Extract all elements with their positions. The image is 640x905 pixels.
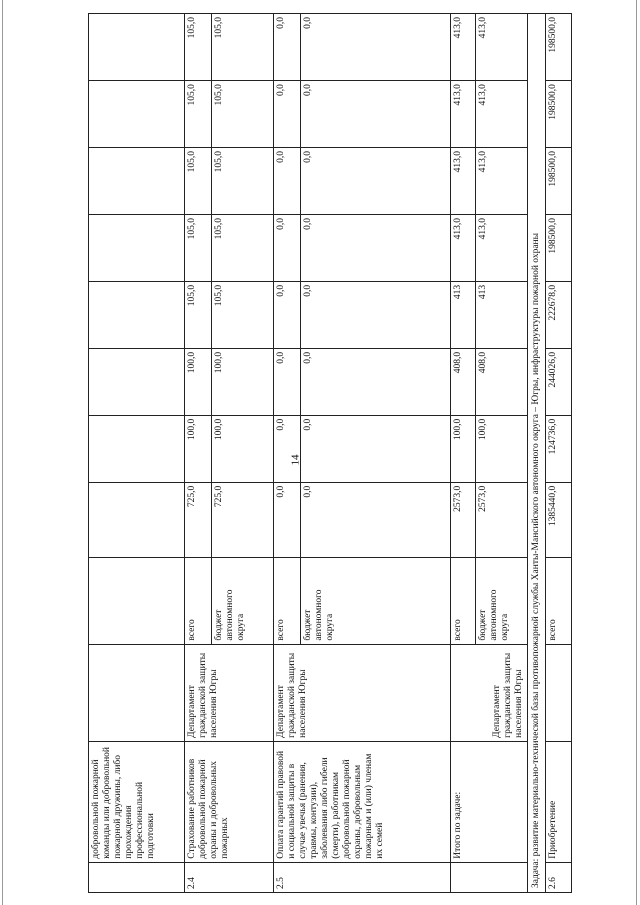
measure-name: Приобретение — [546, 741, 572, 862]
source-cell — [89, 558, 185, 644]
value-cell: 413,0 — [476, 81, 528, 148]
value-cell: 105,0 — [212, 214, 274, 281]
value-cell: 100,0 — [212, 415, 274, 482]
table-row — [89, 14, 185, 893]
value-cell: 124736,0 — [546, 415, 572, 482]
value-cell: 198500,0 — [546, 214, 572, 281]
table-row — [274, 14, 301, 893]
value-cell: 0,0 — [274, 81, 301, 148]
value-cell: 105,0 — [212, 81, 274, 148]
value-cell: 0,0 — [274, 14, 301, 81]
row-number: 2.4 — [185, 862, 274, 892]
value-cell: 222678,0 — [546, 281, 572, 348]
source-cell: бюджет автономного округа — [212, 558, 274, 644]
rotated-table-container — [88, 13, 588, 893]
task-row — [528, 14, 546, 893]
executor-cell: Департамент гражданской защиты населения Югры — [274, 644, 451, 741]
value-cell: 1385440,0 — [546, 482, 572, 558]
value-cell: 100,0 — [451, 415, 476, 482]
task-text: Задача: развитие материально-технической базы противопожарной службы Ханты-Мансийского автономного округа – Югры, инфраструктуры пожарной охраны — [528, 14, 546, 893]
value-cell: 198500,0 — [546, 148, 572, 215]
value-cell: 0,0 — [301, 214, 451, 281]
source-cell: бюджет автономного округа — [476, 558, 528, 644]
table-row — [451, 14, 476, 893]
value-cell: 0,0 — [301, 482, 451, 558]
value-cell: 100,0 — [185, 415, 212, 482]
value-cell: 0,0 — [274, 348, 301, 415]
executor-cell — [89, 644, 185, 741]
value-cell: 105,0 — [212, 148, 274, 215]
executor-cell: Департамент гражданской защиты населения Югры — [451, 644, 528, 741]
value-cell: 413,0 — [451, 148, 476, 215]
value-cell: 100,0 — [185, 348, 212, 415]
value-cell: 105,0 — [185, 81, 212, 148]
value-cell: 0,0 — [301, 14, 451, 81]
value-cell: 2573,0 — [476, 482, 528, 558]
value-cell: 198500,0 — [546, 14, 572, 81]
value-cell: 2573,0 — [451, 482, 476, 558]
value-cell: 105,0 — [185, 214, 212, 281]
value-cell: 105,0 — [185, 148, 212, 215]
value-cell: 0,0 — [301, 415, 451, 482]
measure-name: Итого по задаче: — [451, 741, 528, 862]
value-cell: 413,0 — [451, 214, 476, 281]
row-number: 2.5 — [274, 862, 451, 892]
measure-name: Оплата гарантий правовой и социальной защиты в случае увечья (ранения, травмы, контузии), заболевания либо гибели (смерти), работникам добровольной пожарной охраны, добровольным пожарным и (или) членам их семей — [274, 741, 451, 862]
row-number: 2.6 — [546, 862, 572, 892]
left-scan-edge — [2, 0, 3, 905]
value-cell: 0,0 — [274, 482, 301, 558]
value-cell: 198500,0 — [546, 81, 572, 148]
value-cell: 0,0 — [274, 281, 301, 348]
value-cell: 408,0 — [451, 348, 476, 415]
value-cell: 413 — [476, 281, 528, 348]
value-cell: 244026,0 — [546, 348, 572, 415]
value-cell: 413,0 — [451, 14, 476, 81]
value-cell: 0,0 — [274, 415, 301, 482]
source-cell: всего — [546, 558, 572, 644]
value-cell: 413,0 — [476, 148, 528, 215]
executor-cell — [546, 644, 572, 741]
row-number — [89, 862, 185, 892]
source-cell: бюджет автономного округа — [301, 558, 451, 644]
executor-cell: Департамент гражданской защиты населения Югры — [185, 644, 274, 741]
value-cell: 413,0 — [476, 14, 528, 81]
page-number: 14 — [289, 454, 302, 466]
value-cell: 105,0 — [185, 281, 212, 348]
source-cell: всего — [185, 558, 212, 644]
measure-name: добровольной пожарной команды или добровольной пожарной дружины, либо прохождения профессиональной подготовки — [89, 741, 185, 862]
value-cell: 408,0 — [476, 348, 528, 415]
source-cell: всего — [274, 558, 301, 644]
value-cell: 0,0 — [301, 348, 451, 415]
value-cell: 725,0 — [212, 482, 274, 558]
budget-table — [88, 13, 572, 893]
value-cell: 105,0 — [212, 14, 274, 81]
value-cell: 413,0 — [476, 214, 528, 281]
value-cell: 0,0 — [301, 81, 451, 148]
value-cell: 725,0 — [185, 482, 212, 558]
value-cell: 0,0 — [274, 214, 301, 281]
table-row — [546, 14, 572, 893]
value-cell: 100,0 — [212, 348, 274, 415]
value-cell: 0,0 — [301, 148, 451, 215]
row-number — [451, 862, 528, 892]
value-cell: 0,0 — [301, 281, 451, 348]
source-cell: всего — [451, 558, 476, 644]
value-cell: 413,0 — [451, 81, 476, 148]
right-scan-edge — [636, 0, 637, 905]
value-cell: 105,0 — [212, 281, 274, 348]
table-row — [185, 14, 212, 893]
value-cell: 105,0 — [185, 14, 212, 81]
value-cell: 413 — [451, 281, 476, 348]
measure-name: Страхование работников добровольной пожарной охраны и добровольных пожарных — [185, 741, 274, 862]
value-cell: 100,0 — [476, 415, 528, 482]
value-cell: 0,0 — [274, 148, 301, 215]
